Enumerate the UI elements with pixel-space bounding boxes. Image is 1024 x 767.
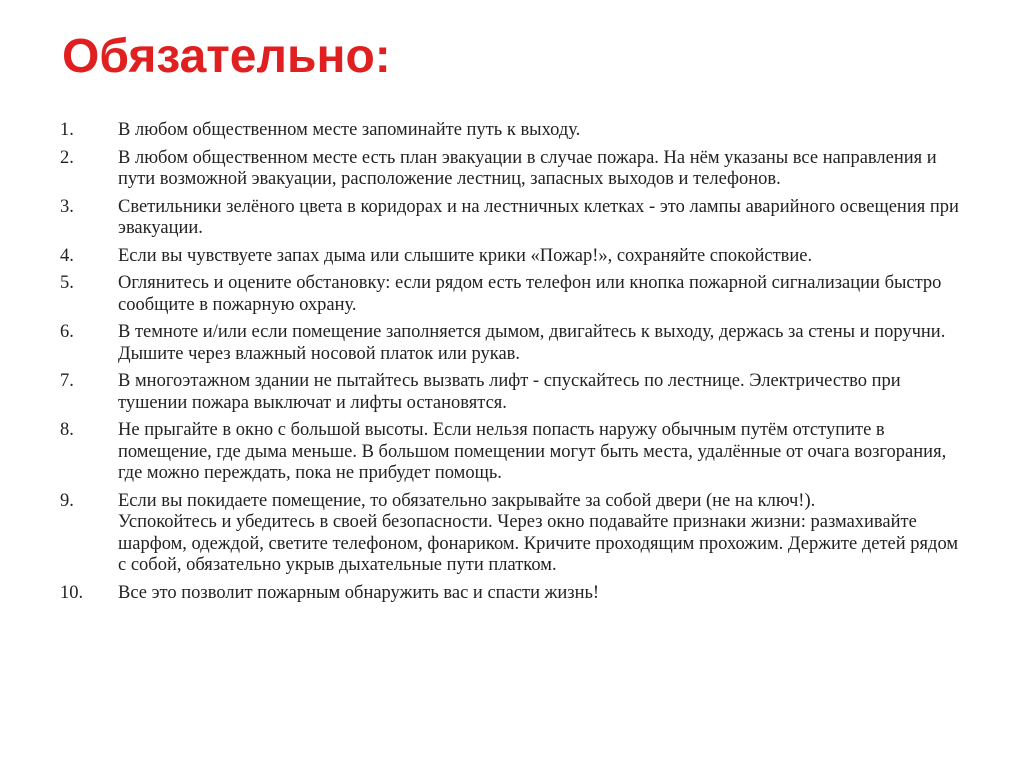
list-item	[60, 583, 965, 605]
item-number: 3.	[60, 196, 74, 217]
item-number: 7.	[60, 371, 74, 391]
item-text: В любом общественном месте есть план эвакуации в случае пожара. На нём указаны все направления и пути возможной эвакуации, расположение лестниц, запасных выходов и телефонов.	[118, 147, 937, 189]
item-number: 2.	[60, 147, 74, 168]
item-number: 8.	[60, 420, 74, 440]
item-text: Все это позволит пожарным обнаружить вас и спасти жизнь!	[118, 582, 600, 603]
item-text: Светильники зелёного цвета в коридорах и на лестничных клетках - это лампы аварийного освещения при эвакуации.	[118, 196, 959, 238]
item-number: 1.	[60, 120, 74, 140]
item-text: Не прыгайте в окно с большой высоты. Если нельзя попасть наружу обычным путём отступите в помещение, где дыма меньше. В большом помещении могут быть места, удалённые от очага возгорания, где можно переждать, пока не прибудет помощь.	[118, 420, 947, 483]
safety-rules-list	[60, 120, 965, 610]
list-item	[60, 322, 965, 365]
item-text: Если вы чувствуете запах дыма или слышите крики «Пожар!», сохраняйте спокойствие.	[118, 245, 813, 266]
item-number: 10.	[60, 582, 84, 603]
list-item	[60, 371, 965, 414]
list-item	[60, 120, 965, 142]
list-item	[60, 148, 965, 191]
slide-title: Обязательно:	[62, 30, 391, 83]
item-number: 9.	[60, 490, 74, 511]
item-number: 6.	[60, 322, 74, 342]
item-number: 4.	[60, 245, 74, 266]
item-text: В темноте и/или если помещение заполняется дымом, двигайтесь к выходу, держась за стены и поручни. Дышите через влажный носовой платок или рукав.	[118, 322, 946, 364]
list-item	[60, 273, 965, 316]
list-item	[60, 420, 965, 485]
list-item	[60, 246, 965, 268]
list-item	[60, 491, 965, 577]
item-number: 5.	[60, 273, 74, 293]
list-item	[60, 197, 965, 240]
item-text: В многоэтажном здании не пытайтесь вызвать лифт - спускайтесь по лестнице. Электричество при тушении пожара выключат и лифты остановятся.	[118, 371, 901, 413]
item-text: Если вы покидаете помещение, то обязательно закрывайте за собой двери (не на ключ!). Успокойтесь и убедитесь в своей безопасности. Через окно подавайте признаки жизни: размахивайте шарфом, одеждой, светите телефоном, фонариком. Кричите проходящим прохожим. Держите детей рядом с собой, обязательно укрыв дыхательные пути платком.	[118, 490, 959, 575]
item-text: Оглянитесь и оцените обстановку: если рядом есть телефон или кнопка пожарной сигнализации быстро сообщите в пожарную охрану.	[118, 273, 942, 315]
item-text: В любом общественном месте запоминайте путь к выходу.	[118, 120, 581, 140]
